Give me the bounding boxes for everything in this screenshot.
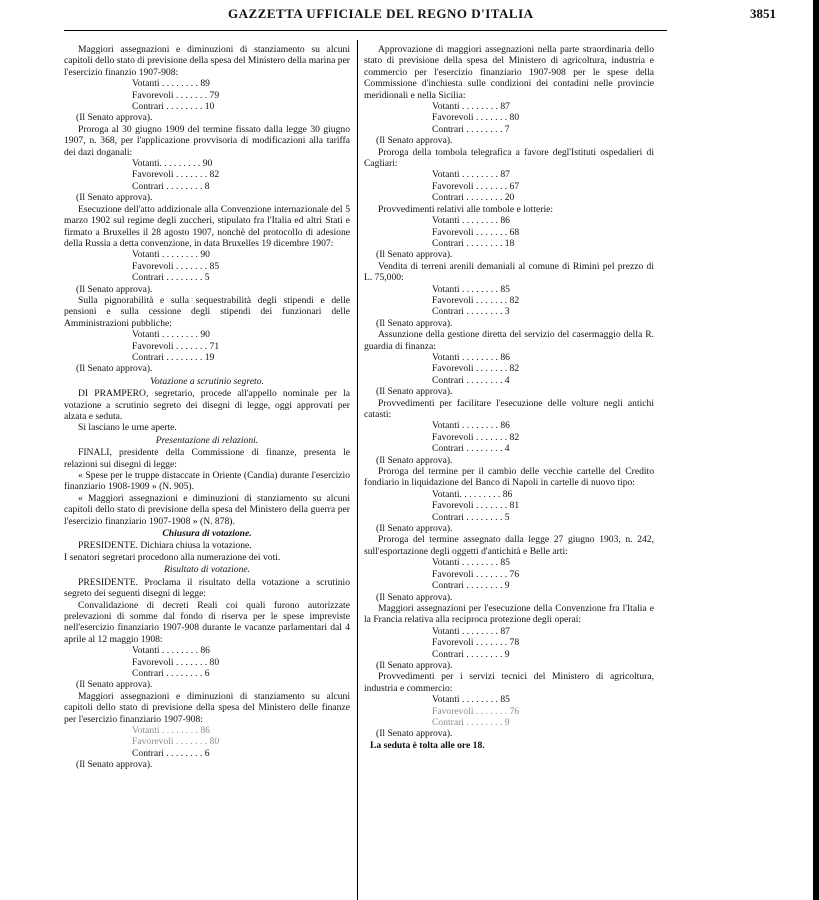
page-edge-shadow bbox=[813, 0, 819, 900]
vote-line: Favorevoli . . . . . . . 71 bbox=[132, 340, 220, 352]
session-closing: La seduta è tolta alle ore 18. bbox=[370, 739, 485, 751]
bill-text: Proroga del termine assegnato dalla legge 27 giugno 1903, n. 242, sull'esportazione degli oggetti d'antichità e Belle arti: bbox=[364, 534, 654, 557]
vote-line: Votanti . . . . . . . . 85 bbox=[432, 557, 510, 569]
bill-text: Proroga al 30 giugno 1909 del termine fissato dalla legge 30 giugno 1907, n. 368, per l'applicazione provvisoria di modificazioni alla tariffa dei dazi doganali: bbox=[64, 123, 350, 158]
bill-text: Provvedimenti per i servizi tecnici del Ministero di agricoltura, industria e commercio: bbox=[364, 671, 654, 694]
vote-line: Votanti . . . . . . . . 85 bbox=[432, 694, 510, 706]
column-divider bbox=[357, 40, 358, 900]
vote-line: Favorevoli . . . . . . . 80 bbox=[132, 736, 220, 748]
vote-line: Favorevoli . . . . . . . 79 bbox=[132, 89, 220, 101]
bill-text: Vendita di terreni arenili demaniali al comune di Rimini pel prezzo di L. 75,000: bbox=[364, 260, 654, 284]
vote-line: Favorevoli . . . . . . . 76 bbox=[432, 568, 520, 580]
vote-line: Contrari . . . . . . . . 18 bbox=[432, 237, 515, 249]
vote-line: Contrari . . . . . . . . 19 bbox=[132, 351, 215, 363]
bill-text: Approvazione di maggiori assegnazioni nella parte straordinaria dello stato di previsione della spesa del Ministero di agricoltura, industria e commercio per l'esercizio finanziario 1907-908 per le spese della Commissione d'inchiesta sulle condizioni dei contadini nelle provincie meridionali e nella Sicilia: bbox=[364, 44, 654, 101]
vote-line: Contrari . . . . . . . . 9 bbox=[432, 648, 510, 660]
vote-line: Contrari . . . . . . . . 20 bbox=[432, 192, 515, 204]
vote-line: Contrari . . . . . . . . 9 bbox=[432, 580, 510, 592]
vote-line: Contrari . . . . . . . . 3 bbox=[432, 306, 510, 318]
paragraph: DI PRAMPERO, segretario, procede all'appello nominale per la votazione a scrutinio segreto dei disegni di legge, oggi approvati per alzata e seduta. bbox=[64, 388, 350, 422]
vote-line: Favorevoli . . . . . . . 82 bbox=[132, 169, 220, 181]
vote-line: Votanti . . . . . . . . 87 bbox=[432, 625, 510, 637]
page-header-title: GAZZETTA UFFICIALE DEL REGNO D'ITALIA bbox=[228, 6, 534, 21]
vote-line: Votanti. . . . . . . . . 86 bbox=[432, 488, 513, 500]
vote-line: Contrari . . . . . . . . 4 bbox=[432, 443, 510, 455]
vote-line: Contrari . . . . . . . . 6 bbox=[132, 747, 210, 759]
section-heading: Chiusura di votazione. bbox=[162, 528, 252, 540]
paragraph: Si lasciano le urne aperte. bbox=[78, 422, 177, 434]
senato-approva: (Il Senato approva). bbox=[376, 659, 453, 671]
paragraph: PRESIDENTE. Proclama il risultato della votazione a scrutinio segreto dei seguenti disegni di legge: bbox=[64, 576, 350, 600]
bill-text: Convalidazione di decreti Reali coi quali furono autorizzate prelevazioni di somme dal fondo di riserva per le spese impreviste nell'esercizio finanziario 1907-908 durante le vacanze parlamentari dal 4 aprile al 12 maggio 1908: bbox=[64, 599, 350, 645]
bill-text: Provvedimenti per facilitare l'esecuzione delle volture negli antichi catasti: bbox=[364, 397, 654, 420]
bill-text: Esecuzione dell'atto addizionale alla Convenzione internazionale del 5 marzo 1902 sul regime degli zuccheri, stipulato fra l'Italia ed altri Stati e firmato a Bruxelles il 28 agosto 1907, nonchè del protocollo di adesione della Russia a detta convenzione, in data Bruxelles 19 dicembre 1907: bbox=[64, 203, 350, 249]
bill-text: Maggiori assegnazioni e diminuzioni di stanziamento su alcuni capitoli dello stato di previsione della spesa del Ministero delle finanze per l'esercizio finanziario 1907-908: bbox=[64, 690, 350, 725]
bill-text: Provvedimenti relativi alle tombole e lotterie: bbox=[378, 203, 554, 215]
senato-approva: (Il Senato approva). bbox=[76, 192, 153, 204]
senato-approva: (Il Senato approva). bbox=[376, 135, 453, 147]
vote-line: Votanti . . . . . . . . 85 bbox=[432, 283, 510, 295]
vote-line: Favorevoli . . . . . . . 82 bbox=[432, 431, 520, 443]
vote-line: Favorevoli . . . . . . . 80 bbox=[432, 112, 520, 124]
senato-approva: (Il Senato approva). bbox=[376, 591, 453, 603]
vote-line: Contrari . . . . . . . . 6 bbox=[132, 667, 210, 679]
vote-line: Contrari . . . . . . . . 8 bbox=[132, 180, 210, 192]
vote-line: Votanti. . . . . . . . . 90 bbox=[132, 158, 213, 170]
right-column bbox=[364, 44, 654, 751]
vote-line: Votanti . . . . . . . . 90 bbox=[132, 329, 210, 341]
vote-line: Contrari . . . . . . . . 5 bbox=[432, 511, 510, 523]
bill-text: Maggiori assegnazioni e diminuzioni di stanziamento su alcuni capitoli dello stato di previsione della spesa del Ministero della marina per l'esercizio finanzio 1907-908: bbox=[64, 44, 350, 78]
section-heading: Risultato di votazione. bbox=[163, 564, 251, 576]
section-heading: Votazione a scrutinio segreto. bbox=[150, 375, 264, 387]
paragraph: « Spese per le truppe distaccate in Oriente (Candia) durante l'esercizio finanziario 1908-1909 » (N. 905). bbox=[64, 470, 350, 493]
paragraph: PRESIDENTE. Dichiara chiusa la votazione. bbox=[78, 540, 252, 552]
vote-line: Contrari . . . . . . . . 4 bbox=[432, 374, 510, 386]
vote-line: Favorevoli . . . . . . . 85 bbox=[132, 260, 220, 272]
vote-line: Contrari . . . . . . . . 5 bbox=[132, 272, 210, 284]
senato-approva: (Il Senato approva). bbox=[376, 728, 453, 740]
senato-approva: (Il Senato approva). bbox=[76, 759, 153, 771]
paragraph: I senatori segretari procedono alla numerazione dei voti. bbox=[64, 551, 281, 563]
vote-line: Favorevoli . . . . . . . 76 bbox=[432, 705, 520, 717]
vote-line: Contrari . . . . . . . . 10 bbox=[132, 101, 215, 113]
vote-line: Votanti . . . . . . . . 87 bbox=[432, 101, 510, 113]
bill-text: Assunzione della gestione diretta del servizio del casermaggio della R. guardia di finanza: bbox=[364, 329, 654, 352]
senato-approva: (Il Senato approva). bbox=[76, 283, 153, 295]
vote-line: Votanti . . . . . . . . 89 bbox=[132, 78, 210, 90]
vote-line: Votanti . . . . . . . . 86 bbox=[432, 215, 510, 227]
vote-line: Votanti . . . . . . . . 90 bbox=[132, 249, 210, 261]
senato-approva: (Il Senato approva). bbox=[376, 386, 453, 398]
vote-line: Votanti . . . . . . . . 87 bbox=[432, 169, 510, 181]
header-rule bbox=[64, 30, 667, 31]
vote-line: Favorevoli . . . . . . . 82 bbox=[432, 363, 520, 375]
senato-approva: (Il Senato approva). bbox=[376, 317, 453, 329]
paragraph: « Maggiori assegnazioni e diminuzioni di stanziamento su alcuni capitoli dello stato di previsione della spesa del Ministero della guerra per l'esercizio finanziario 1907-1908 » (N. 878). bbox=[64, 492, 350, 527]
senato-approva: (Il Senato approva). bbox=[76, 679, 153, 691]
vote-line: Votanti . . . . . . . . 86 bbox=[132, 724, 210, 736]
vote-line: Favorevoli . . . . . . . 67 bbox=[432, 180, 520, 192]
bill-text: Maggiori assegnazioni per l'esecuzione della Convenzione fra l'Italia e la Francia relativa alla reciproca protezione degli operai: bbox=[364, 602, 654, 626]
vote-line: Favorevoli . . . . . . . 68 bbox=[432, 226, 520, 238]
senato-approva: (Il Senato approva). bbox=[76, 363, 153, 375]
vote-line: Votanti . . . . . . . . 86 bbox=[432, 351, 510, 363]
senato-approva: (Il Senato approva). bbox=[76, 112, 153, 124]
left-column bbox=[64, 44, 350, 771]
vote-line: Favorevoli . . . . . . . 78 bbox=[432, 637, 520, 649]
bill-text: Proroga del termine per il cambio delle vecchie cartelle del Credito fondiario in liquidazione del Banco di Napoli in cartelle di nuovo tipo: bbox=[364, 466, 654, 489]
senato-approva: (Il Senato approva). bbox=[376, 249, 453, 261]
vote-line: Contrari . . . . . . . . 7 bbox=[432, 123, 510, 135]
bill-text: Proroga della tombola telegrafica a favore degl'Istituti ospedalieri di Cagliari: bbox=[364, 146, 654, 170]
vote-line: Votanti . . . . . . . . 86 bbox=[132, 645, 210, 657]
vote-line: Votanti . . . . . . . . 86 bbox=[432, 420, 510, 432]
vote-line: Favorevoli . . . . . . . 82 bbox=[432, 294, 520, 306]
bill-text: Sulla pignorabilità e sulla sequestrabilità degli stipendi e delle pensioni e sulla cessione degli stipendi dei funzionari delle Amministrazioni pubbliche: bbox=[64, 294, 350, 329]
vote-line: Favorevoli . . . . . . . 81 bbox=[432, 500, 520, 512]
page-number: 3851 bbox=[750, 6, 776, 21]
senato-approva: (Il Senato approva). bbox=[376, 523, 453, 535]
section-heading: Presentazione di relazioni. bbox=[155, 434, 259, 446]
paragraph: FINALI, presidente della Commissione di finanze, presenta le relazioni sui disegni di legge: bbox=[64, 447, 350, 470]
senato-approva: (Il Senato approva). bbox=[376, 454, 453, 466]
vote-line: Contrari . . . . . . . . 9 bbox=[432, 716, 510, 728]
vote-line: Favorevoli . . . . . . . 80 bbox=[132, 656, 220, 668]
